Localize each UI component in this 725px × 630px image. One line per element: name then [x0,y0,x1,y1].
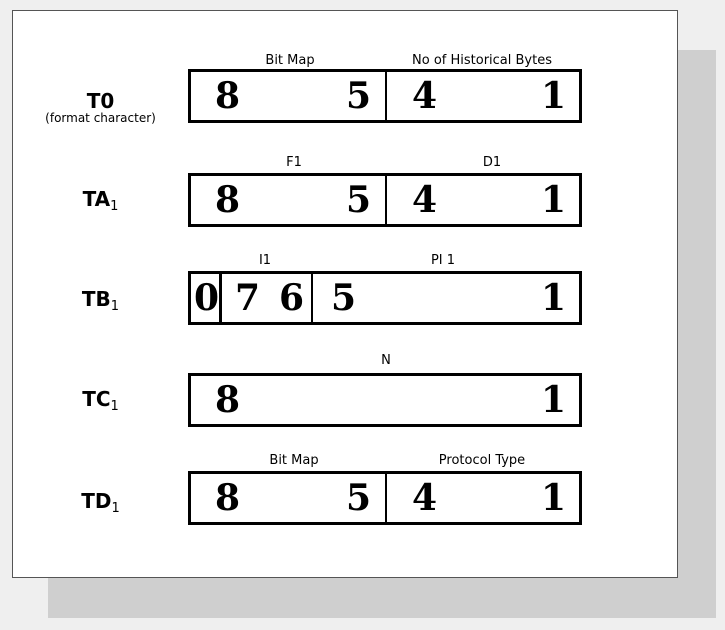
row-label-text: TC [82,387,111,411]
diagram-card [12,10,678,578]
row-label-text: T0 [86,89,115,113]
row-label-subscript: 1 [110,299,120,314]
field-divider [311,274,313,322]
field-divider [385,72,387,120]
bit-label: 8 [215,179,241,221]
row-label-subscript: 1 [111,501,120,516]
bit-label: 1 [541,75,567,117]
field-label-n: N [381,353,391,368]
bit-box [188,173,582,227]
bit-box [188,373,582,427]
row-label-subscript: 1 [110,199,119,214]
bit-label: 0 [194,277,220,319]
field-label-bitmap: Bit Map [269,453,319,468]
row-label [13,489,188,516]
bit-label: 1 [541,179,567,221]
bit-label: 5 [346,75,372,117]
field-label-i1: I1 [258,253,272,268]
row-label [13,287,188,314]
field-label-pi1: PI 1 [430,253,456,268]
bit-label: 8 [215,477,241,519]
field-divider [219,274,222,322]
field-divider [385,176,387,224]
bit-label: 4 [412,179,438,221]
bit-box [188,271,582,325]
bit-box [188,471,582,525]
bit-label: 5 [346,477,372,519]
bit-label: 8 [215,75,241,117]
bit-label: 1 [541,379,567,421]
row-label-text: TA [82,187,111,211]
bit-label: 4 [412,477,438,519]
bit-box [188,69,582,123]
bit-label: 4 [412,75,438,117]
field-label-f1: F1 [286,155,302,170]
row-label [13,387,188,414]
bit-label: 5 [346,179,372,221]
row-label-subscript: 1 [110,399,119,414]
bit-label: 5 [331,277,357,319]
row-label [13,187,188,214]
field-label-historical-bytes: No of Historical Bytes [412,53,552,68]
bit-label: 6 [279,277,305,319]
row-label-text: TB [81,287,111,311]
field-label-bitmap: Bit Map [265,53,315,68]
row-sublabel: (format character) [45,111,156,125]
bit-label: 7 [235,277,261,319]
bit-label: 8 [215,379,241,421]
row-label [13,89,188,113]
field-label-d1: D1 [482,155,502,170]
row-label-text: TD [81,489,112,513]
field-divider [385,474,387,522]
field-label-protocol-type: Protocol Type [438,453,526,468]
bit-label: 1 [541,477,567,519]
bit-label: 1 [541,277,567,319]
